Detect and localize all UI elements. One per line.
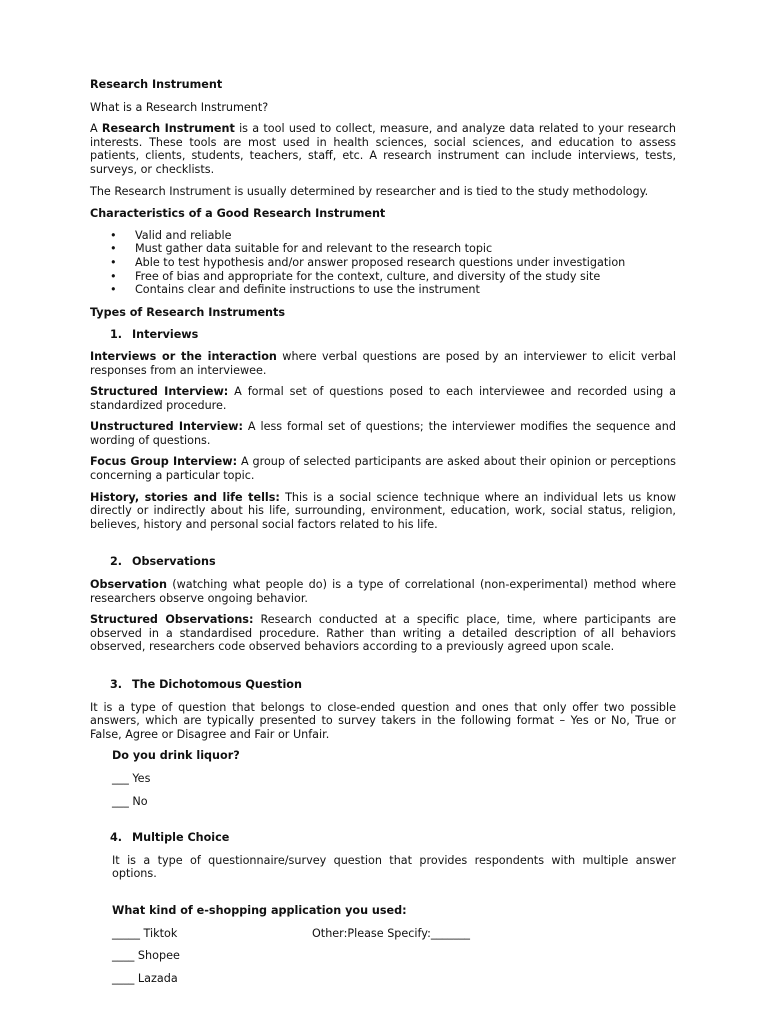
term: Structured Interview: <box>90 385 229 399</box>
section-title: Multiple Choice <box>132 831 230 845</box>
section-heading-dichotomous <box>90 678 676 692</box>
term: Unstructured Interview: <box>90 420 243 434</box>
section-number: 4. <box>110 831 123 845</box>
list-item: • Must gather data suitable for and relevant to the research topic <box>90 242 676 256</box>
option-shopee: ____ Shopee <box>112 949 180 963</box>
focus-group-para <box>90 455 676 482</box>
term: Focus Group Interview: <box>90 455 238 469</box>
section-title: Observations <box>132 555 216 569</box>
section-heading-multiple-choice <box>90 831 676 845</box>
definition: A formal set of questions posed to each interviewee and recorded using a standardized procedure. <box>90 385 676 412</box>
section-heading-observations <box>90 555 676 569</box>
interviews-para <box>90 350 676 377</box>
definition: A group of selected participants are asked about their opinion or perceptions concerning a particular topic. <box>90 455 677 483</box>
list-item: • Valid and reliable <box>90 229 676 243</box>
definition: where verbal questions are posed by an interviewer to elicit verbal responses from an interviewee. <box>90 349 676 377</box>
section-title: The Dichotomous Question <box>132 678 302 691</box>
observation-para <box>90 578 676 605</box>
intro-text: is a tool used to collect, measure, and analyze data related to your research interests. These tools are most used in health sciences, social sciences, and education to assess patients, clients, students, teachers, staff, etc. A research instrument can include interviews, tests, surveys, or checklists. <box>90 122 676 176</box>
list-item: • Contains clear and definite instructions to use the instrument <box>90 283 676 297</box>
section-title: Interviews <box>132 328 199 342</box>
option-other: Other:Please Specify:_______ <box>312 926 471 940</box>
option-lazada: ____ Lazada <box>112 971 178 985</box>
document-page <box>90 78 676 985</box>
structured-observation-para <box>90 613 676 654</box>
option-tiktok: _____ Tiktok <box>112 926 178 940</box>
list-item: • Free of bias and appropriate for the context, culture, and diversity of the study site <box>90 270 676 284</box>
term: Observation <box>90 578 167 592</box>
section-heading-interviews <box>90 328 676 342</box>
dichotomous-para: It is a type of question that belongs to close-ended question and ones that only offer two possible answers, which are typically presented to survey takers in the following format – Yes or No, True or False, Agree or Disagree and Fair or Unfair. <box>90 700 676 741</box>
structured-interview-para <box>90 385 676 412</box>
multiple-choice-para: It is a type of questionnaire/survey question that provides respondents with multiple answer options. <box>112 853 676 881</box>
types-heading: Types of Research Instruments <box>90 305 286 319</box>
intro-question: What is a Research Instrument? <box>90 100 269 114</box>
characteristics-heading: Characteristics of a Good Research Instrument <box>90 207 386 221</box>
characteristics-list <box>90 229 676 297</box>
list-item: • Able to test hypothesis and/or answer proposed research questions under investigation <box>90 256 676 270</box>
sample-question-liquor: Do you drink liquor? <box>112 749 240 763</box>
definition: Research conducted at a specific place, time, where participants are observed in a standardised procedure. Rather than writing a detailed description of all behaviors observed, researchers code observed behaviors according to a previously agreed upon scale. <box>90 613 676 654</box>
section-number: 3. <box>110 678 123 691</box>
section-number: 1. <box>110 328 123 342</box>
unstructured-interview-para <box>90 420 676 447</box>
definition: A less formal set of questions; the interviewer modifies the sequence and wording of questions. <box>90 420 676 447</box>
definition: This is a social science technique where an individual lets us know directly or indirectly about his life, surrounding, environment, education, work, social status, religion, believes, history and personal social factors related to his life. <box>90 490 676 531</box>
intro-paragraph <box>90 122 676 176</box>
intro-bold-term: Research Instrument <box>101 122 235 136</box>
term: Structured Observations: <box>90 613 254 627</box>
sample-question-eshopping: What kind of e-shopping application you used: <box>112 903 407 917</box>
definition: (watching what people do) is a type of correlational (non-experimental) method where researchers observe ongoing behavior. <box>90 578 676 605</box>
intro-pre: A <box>90 122 102 136</box>
document-title: Research Instrument <box>90 78 223 91</box>
section-number: 2. <box>110 555 123 569</box>
history-para <box>90 491 676 532</box>
option-no: ___ No <box>112 794 148 808</box>
determined-paragraph: The Research Instrument is usually determined by researcher and is tied to the study methodology. <box>90 184 649 198</box>
option-yes: ___ Yes <box>112 771 151 785</box>
option-row <box>90 927 676 941</box>
term: History, stories and life tells: <box>90 490 280 504</box>
term: Interviews or the interaction <box>90 349 277 363</box>
